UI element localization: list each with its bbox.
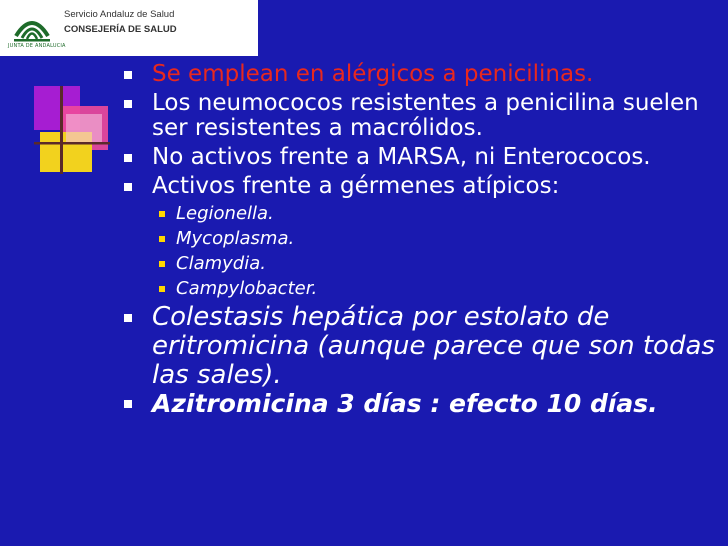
bullet-square-icon: [124, 154, 132, 162]
list-item: [120, 62, 720, 87]
list-item-text: Colestasis hepática por estolato de eritromicina (aunque parece que son todas las sales).: [152, 302, 715, 390]
list-item: [120, 303, 720, 390]
list-item: [120, 390, 720, 418]
bullet-square-icon: [124, 314, 132, 322]
bullet-square-icon: [124, 183, 132, 191]
sub-list-item-text: Mycoplasma.: [176, 228, 295, 249]
list-item-text: Los neumococos resistentes a penicilina suelen ser resistentes a macrólidos.: [152, 90, 699, 141]
sub-list-item: [156, 253, 720, 274]
list-item: [120, 174, 720, 199]
sub-list-item: [156, 228, 720, 249]
list-item: [120, 91, 720, 141]
sub-list-item: [156, 278, 720, 299]
list-item: [120, 145, 720, 170]
sub-bullet-square-icon: [159, 236, 165, 242]
bullet-list: [120, 62, 720, 418]
bullet-square-icon: [124, 400, 132, 408]
list-item-text: Activos frente a gérmenes atípicos:: [152, 173, 560, 199]
sub-list-item-text: Legionella.: [176, 203, 274, 224]
org-department: CONSEJERÍA DE SALUD: [64, 24, 177, 35]
sub-list-item-text: Campylobacter.: [176, 278, 318, 299]
decorative-squares-icon: [0, 56, 110, 176]
sub-list-item: [156, 203, 720, 224]
sub-bullet-square-icon: [159, 211, 165, 217]
list-item-text: Azitromicina 3 días : efecto 10 días.: [152, 389, 658, 418]
org-name: Servicio Andaluz de Salud: [64, 9, 175, 20]
sub-bullet-square-icon: [159, 286, 165, 292]
sub-bullet-square-icon: [159, 261, 165, 267]
logo-header: [0, 0, 258, 56]
emblem-caption: JUNTA DE ANDALUCIA: [8, 43, 66, 49]
sub-list-item-text: Clamydia.: [176, 253, 266, 274]
bullet-square-icon: [124, 71, 132, 79]
list-item-text: No activos frente a MARSA, ni Enterococos.: [152, 144, 651, 170]
list-item-text: Se emplean en alérgicos a penicilinas.: [152, 61, 594, 87]
bullet-square-icon: [124, 100, 132, 108]
